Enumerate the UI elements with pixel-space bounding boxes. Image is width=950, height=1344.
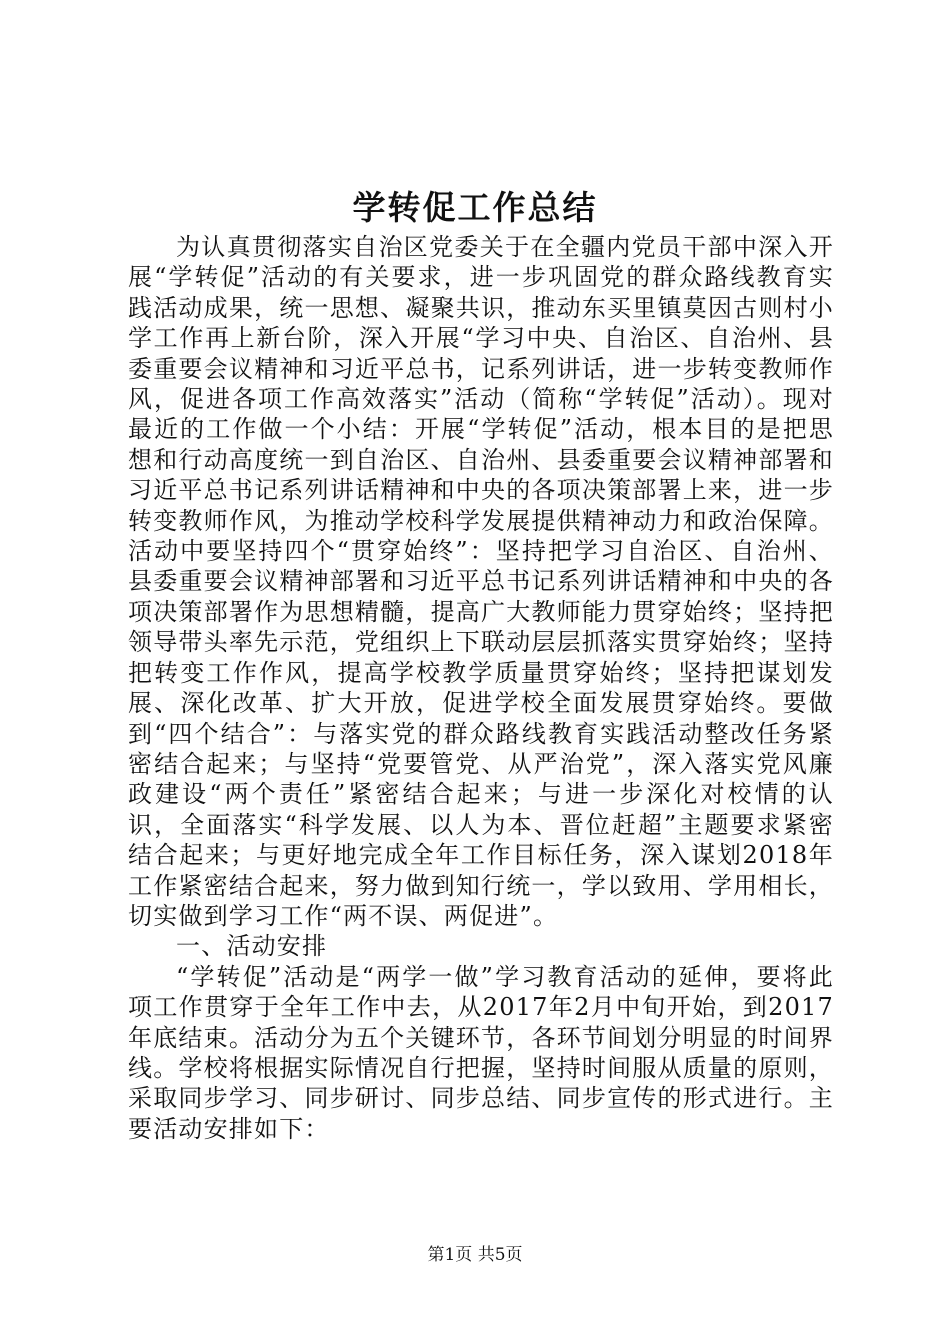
document-body xyxy=(128,232,834,1144)
paragraph-intro: 为认真贯彻落实自治区党委关于在全疆内党员干部中深入开展“学转促”活动的有关要求，进一步巩固党的群众路线教育实践活动成果，统一思想、凝聚共识，推动东买里镇莫因古则村小学工作再上新台阶，深入开展“学习中央、自治区、自治州、县委重要会议精神和习近平总书，记系列讲话，进一步转变教师作风，促进各项工作高效落实”活动（简称“学转促”活动）。现对最近的工作做一个小结：开展“学转促”活动，根本目的是把思想和行动高度统一到自治区、自治州、县委重要会议精神部署和习近平总书记系列讲话精神和中央的各项决策部署上来，进一步转变教师作风，为推动学校科学发展提供精神动力和政治保障。活动中要坚持四个“贯穿始终”：坚持把学习自治区、自治州、县委重要会议精神部署和习近平总书记系列讲话精神和中央的各项决策部署作为思想精髓，提高广大教师能力贯穿始终；坚持把领导带头率先示范，党组织上下联动层层抓落实贯穿始终；坚持把转变工作作风，提高学校教学质量贯穿始终；坚持把谋划发展、深化改革、扩大开放，促进学校全面发展贯穿始终。要做到“四个结合”：与落实党的群众路线教育实践活动整改任务紧密结合起来；与坚持“党要管党、从严治党”，深入落实党风廉政建设“两个责任”紧密结合起来；与进一步深化对校情的认识，全面落实“科学发展、以人为本、晋位赶超”主题要求紧密结合起来；与更好地完成全年工作目标任务，深入谋划2018年工作紧密结合起来，努力做到知行统一，学以致用、学用相长，切实做到学习工作“两不误、两促进”。 xyxy=(128,233,834,930)
paragraph-activity-arrangement: “学转促”活动是“两学一做”学习教育活动的延伸，要将此项工作贯穿于全年工作中去，从2017年2月中旬开始，到2017年底结束。活动分为五个关键环节，各环节间划分明显的时间界线。学校将根据实际情况自行把握，坚持时间服从质量的原则，采取同步学习、同步研讨、同步总结、同步宣传的形式进行。主要活动安排如下： xyxy=(128,962,834,1143)
page-footer: 第1页 共5页 xyxy=(427,1245,523,1265)
document-title: 学转促工作总结 xyxy=(352,188,598,227)
section-heading-activity-arrangement: 一、活动安排 xyxy=(176,932,328,961)
